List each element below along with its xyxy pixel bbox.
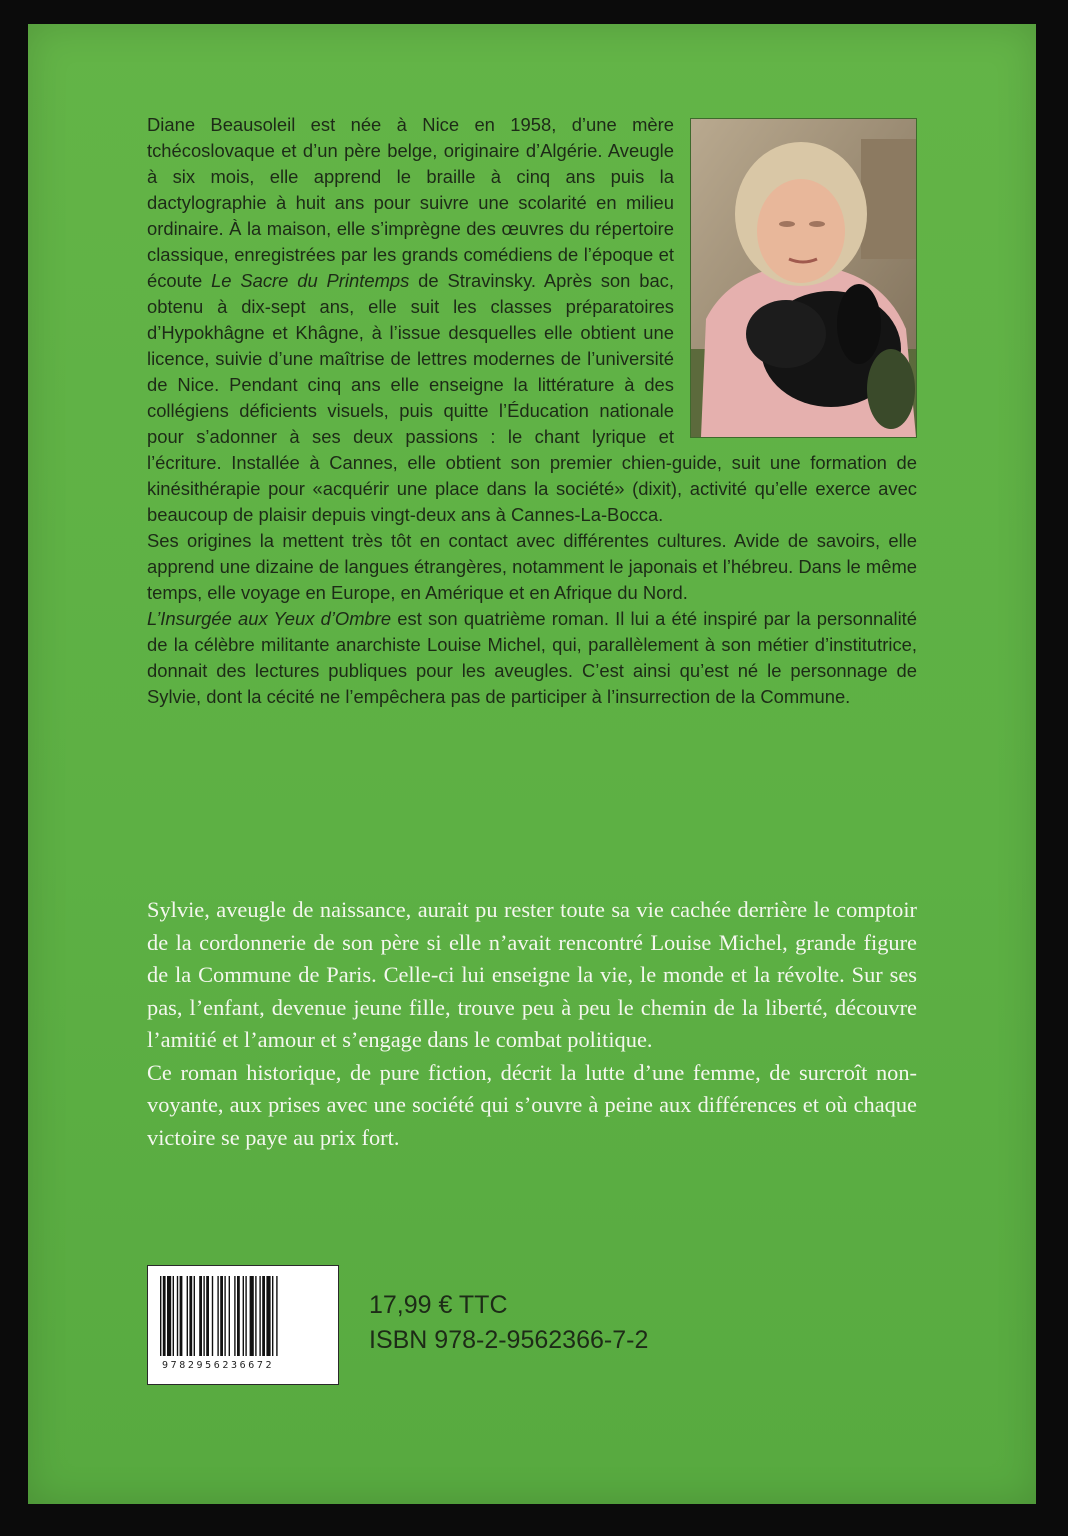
bio-text-1: Diane Beausoleil est née à Nice en 1958, d’une mère tchécoslovaque et d’un père belge, originaire d’Algérie. Aveugle à six mois, elle apprend le braille à cinq ans puis la dactylographie à huit ans pour suivre une scolarité en milieu ordinaire. À la maison, elle s’imprègne des œuvres du répertoire classique, enregistrées par les grands comédiens de l’époque et écoute <box>147 114 674 291</box>
barcode-digits: 9782956236672 <box>162 1360 275 1371</box>
book-title-sacre: Le Sacre du Printemps <box>211 270 410 291</box>
book-blurb <box>147 894 917 1154</box>
barcode-bar <box>220 1276 223 1356</box>
barcode-bar <box>187 1276 188 1356</box>
barcode-bar <box>276 1276 277 1356</box>
barcode-bar <box>266 1276 270 1356</box>
barcode-bar <box>262 1276 265 1356</box>
barcode-bar <box>167 1276 171 1356</box>
barcode-bar <box>194 1276 195 1356</box>
barcode-bar <box>212 1276 213 1356</box>
author-photo <box>690 118 917 438</box>
barcode-bar <box>206 1276 209 1356</box>
bio-text-3: est son quatrième roman. Il lui a été inspiré par la personnalité de la célèbre militante anarchiste Louise Michel, qui, parallèlement à son métier d’institutrice, donnait des lectures publiques pour les aveugles. C’est ainsi qu’est né le personnage de Sylvie, dont la cécité ne l’empêchera pas de participer à l’insurrection de la Commune. <box>147 608 918 707</box>
author-biography <box>147 112 917 710</box>
barcode-bar <box>259 1276 260 1356</box>
barcode-bar <box>243 1276 244 1356</box>
barcode-bar <box>234 1276 235 1356</box>
blurb-paragraph-1: Sylvie, aveugle de naissance, aurait pu rester toute sa vie cachée derrière le comptoir de la cordonnerie de son père si elle n’avait rencontré Louise Michel, grande figure de la Commune de Paris. Celle-ci lui enseigne la vie, le monde et la révolte. Sur ses pas, l’enfant, devenue jeune fille, trouve peu à peu le chemin de la liberté, découvre l’amitié et l’amour et s’engage dans le combat politique. <box>147 897 917 1052</box>
barcode-bar <box>189 1276 192 1356</box>
barcode-bar <box>255 1276 256 1356</box>
bio-paragraph-3 <box>147 606 917 710</box>
barcode-bar <box>224 1276 225 1356</box>
barcode-bar <box>272 1276 273 1356</box>
price: 17,99 € TTC <box>369 1291 508 1319</box>
novel-title: L’Insurgée aux Yeux d’Ombre <box>147 608 392 629</box>
barcode-bars <box>158 1276 328 1358</box>
barcode <box>147 1265 339 1385</box>
barcode-bar <box>237 1276 240 1356</box>
barcode-bar <box>229 1276 230 1356</box>
barcode-bar <box>160 1276 161 1356</box>
barcode-bar <box>173 1276 174 1356</box>
barcode-bar <box>203 1276 204 1356</box>
barcode-bar <box>245 1276 246 1356</box>
blurb-paragraph-2: Ce roman historique, de pure fiction, décrit la lutte d’une femme, de surcroît non-voyante, aux prises avec une société qui s’ouvre à peine aux différences et où chaque victoire se paye au prix fort. <box>147 1059 917 1150</box>
barcode-bar <box>177 1276 178 1356</box>
isbn: ISBN 978-2-9562366-7-2 <box>369 1326 649 1354</box>
barcode-bar <box>217 1276 218 1356</box>
barcode-bar <box>163 1276 166 1356</box>
bio-text-2: de Stravinsky. Après son bac, obtenu à dix-sept ans, elle suit les classes préparatoires d’Hypokhâgne et Khâgne, à l’issue desquelles elle obtient une licence, suivie d’une maîtrise de lettres modernes de l’université de Nice. Pendant cinq ans elle enseigne la littérature à des collégiens déficients visuels, puis quitte l’Éducation nationale pour s’adonner à ses deux passions : le chant lyrique et l’écriture. Installée à Cannes, elle obtient son premier chien-guide, suit une formation de kinésithérapie pour «acquérir une place dans la société» (dixit), activité qu’elle exerce avec beaucoup de plaisir depuis vingt-deux ans à Cannes-La-Bocca. <box>147 270 917 525</box>
bio-paragraph-2: Ses origines la mettent très tôt en contact avec différentes cultures. Avide de savoirs, elle apprend une dizaine de langues étrangères, notamment le japonais et l’hébreu. Dans le même temps, elle voyage en Europe, en Amérique et en Afrique du Nord. <box>147 530 917 603</box>
barcode-bar <box>250 1276 254 1356</box>
barcode-bar <box>180 1276 183 1356</box>
barcode-bar <box>199 1276 202 1356</box>
